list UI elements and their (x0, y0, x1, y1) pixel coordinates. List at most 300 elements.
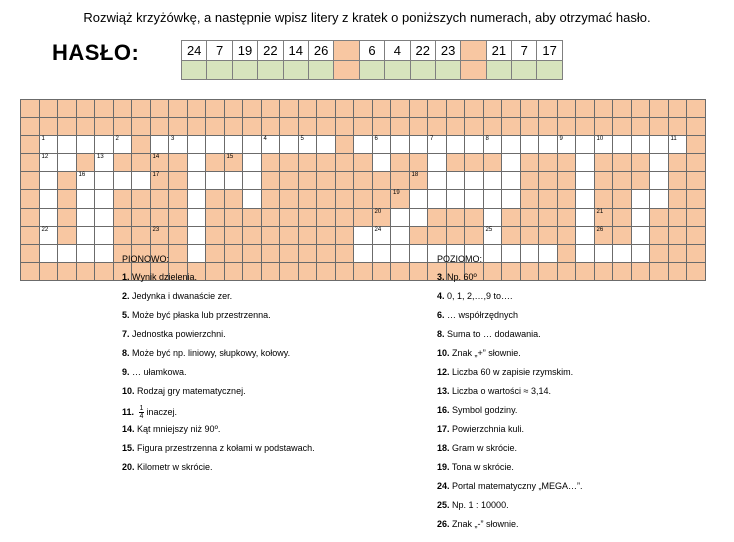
crossword-cell[interactable] (594, 136, 613, 154)
blocked-cell (335, 118, 354, 136)
clue-number: 13. (437, 386, 450, 396)
crossword-cell[interactable] (631, 190, 650, 208)
blocked-cell (354, 118, 373, 136)
crossword-cell[interactable] (576, 172, 595, 190)
crossword-cell[interactable] (650, 172, 669, 190)
cell-number: 4 (263, 136, 267, 143)
clue-item (437, 329, 727, 348)
blocked-cell (428, 100, 447, 118)
blocked-cell (317, 118, 336, 136)
blocked-cell (132, 136, 151, 154)
cell-number: 5 (300, 136, 304, 143)
blocked-cell (687, 100, 706, 118)
blocked-cell (391, 100, 410, 118)
blocked-cell (650, 100, 669, 118)
clue-text: Liczba 60 w zapisie rzymskim. (452, 367, 574, 377)
blocked-cell (594, 154, 613, 172)
cell-number: 25 (485, 226, 493, 233)
clue-item (122, 367, 402, 386)
blocked-cell (668, 172, 687, 190)
blocked-cell (58, 100, 77, 118)
crossword-cell[interactable] (243, 172, 262, 190)
blocked-cell (668, 154, 687, 172)
crossword-cell[interactable] (39, 208, 58, 226)
blocked-cell (613, 226, 632, 244)
blocked-cell (687, 208, 706, 226)
clue-number: 8. (122, 348, 130, 358)
password-answer-cell[interactable] (410, 61, 435, 80)
clue-number: 14. (122, 424, 135, 434)
blocked-cell (557, 172, 576, 190)
blocked-cell (687, 118, 706, 136)
crossword-cell[interactable] (76, 190, 95, 208)
password-answer-cell[interactable] (486, 61, 511, 80)
crossword-cell[interactable] (428, 154, 447, 172)
fraction-denominator: 4 (139, 413, 144, 420)
crossword-cell[interactable] (372, 226, 391, 244)
crossword-cell[interactable] (95, 244, 114, 262)
crossword-cell[interactable] (446, 136, 465, 154)
blocked-cell (280, 118, 299, 136)
blocked-cell (409, 118, 428, 136)
blocked-cell (21, 208, 40, 226)
blocked-cell (650, 226, 669, 244)
clue-item (122, 405, 402, 424)
clue-item (437, 424, 727, 443)
password-answer-cell[interactable] (258, 61, 283, 80)
cell-number: 16 (78, 172, 86, 179)
blocked-cell (557, 226, 576, 244)
clue-text: Suma to … dodawania. (447, 329, 541, 339)
crossword-cell[interactable] (465, 190, 484, 208)
blocked-cell (243, 226, 262, 244)
blocked-cell (446, 208, 465, 226)
crossword-cell[interactable] (465, 172, 484, 190)
crossword-cell[interactable] (39, 154, 58, 172)
clue-text: Znak „+” słownie. (452, 348, 521, 358)
clue-text: 0, 1, 2,…,9 to…. (447, 291, 513, 301)
password-number-cell: 23 (435, 41, 460, 61)
crossword-cell[interactable] (187, 154, 206, 172)
crossword-cell[interactable] (428, 190, 447, 208)
cell-number: 3 (171, 136, 175, 143)
blocked-cell (650, 208, 669, 226)
blocked-cell (169, 226, 188, 244)
horizontal-clues (437, 254, 727, 538)
blocked-cell (465, 226, 484, 244)
crossword-cell[interactable] (280, 136, 299, 154)
clue-number: 10. (122, 386, 135, 396)
clue-text: Portal matematyczny „MEGA…”. (452, 481, 583, 491)
crossword-cell[interactable] (409, 208, 428, 226)
crossword-cell[interactable] (576, 208, 595, 226)
crossword-cell[interactable] (576, 190, 595, 208)
crossword-cell[interactable] (39, 226, 58, 244)
blocked-cell (317, 190, 336, 208)
cell-number: 15 (226, 154, 234, 161)
crossword-cell[interactable] (58, 154, 77, 172)
crossword-cell[interactable] (631, 208, 650, 226)
password-number-cell: 7 (207, 41, 232, 61)
crossword-cell[interactable] (187, 136, 206, 154)
crossword-cell[interactable] (76, 244, 95, 262)
blocked-cell (372, 172, 391, 190)
clue-number: 9. (122, 367, 130, 377)
cell-number: 20 (374, 208, 382, 215)
clue-item (437, 272, 727, 291)
crossword-cell[interactable] (224, 136, 243, 154)
password-answer-cell[interactable] (283, 61, 308, 80)
crossword-cell[interactable] (502, 154, 521, 172)
blocked-cell (187, 100, 206, 118)
blocked-cell (113, 208, 132, 226)
blocked-cell (335, 100, 354, 118)
blocked-cell (150, 100, 169, 118)
crossword-cell[interactable] (39, 136, 58, 154)
password-answer-cell[interactable] (334, 61, 359, 80)
clue-number: 3. (437, 272, 445, 282)
blocked-cell (354, 208, 373, 226)
blocked-cell (539, 208, 558, 226)
crossword-cell[interactable] (113, 172, 132, 190)
blocked-cell (372, 118, 391, 136)
blocked-cell (446, 118, 465, 136)
blocked-cell (409, 226, 428, 244)
blocked-cell (335, 190, 354, 208)
crossword-cell[interactable] (576, 226, 595, 244)
clue-text: Wynik dzielenia. (132, 272, 197, 282)
grid-row (21, 136, 706, 154)
password-answer-cell[interactable] (232, 61, 257, 80)
blocked-cell (465, 208, 484, 226)
clue-item (122, 424, 402, 443)
blocked-cell (76, 262, 95, 280)
crossword-cell[interactable] (483, 172, 502, 190)
clue-item (437, 348, 727, 367)
blocked-cell (687, 190, 706, 208)
crossword-cell[interactable] (631, 226, 650, 244)
clue-item (437, 481, 727, 500)
blocked-cell (631, 172, 650, 190)
blocked-cell (169, 190, 188, 208)
password-answer-cell[interactable] (359, 61, 384, 80)
blocked-cell (243, 100, 262, 118)
crossword-cell[interactable] (95, 172, 114, 190)
blocked-cell (21, 262, 40, 280)
password-answer-cell[interactable] (182, 61, 207, 80)
blocked-cell (76, 100, 95, 118)
crossword-cell[interactable] (95, 208, 114, 226)
blocked-cell (520, 226, 539, 244)
clue-item (437, 443, 727, 462)
cell-number: 10 (596, 136, 604, 143)
crossword-cell[interactable] (243, 190, 262, 208)
cell-number: 8 (485, 136, 489, 143)
crossword-cell[interactable] (391, 226, 410, 244)
blocked-cell (428, 208, 447, 226)
blocked-cell (557, 208, 576, 226)
blocked-cell (539, 118, 558, 136)
blocked-cell (76, 154, 95, 172)
blocked-cell (465, 154, 484, 172)
crossword-cell[interactable] (58, 244, 77, 262)
blocked-cell (206, 190, 225, 208)
blocked-cell (39, 262, 58, 280)
clue-number: 26. (437, 519, 450, 529)
crossword-cell[interactable] (58, 136, 77, 154)
crossword-cell[interactable] (76, 136, 95, 154)
blocked-cell (150, 208, 169, 226)
cell-number: 24 (374, 226, 382, 233)
blocked-cell (298, 172, 317, 190)
blocked-cell (668, 118, 687, 136)
crossword-cell[interactable] (187, 172, 206, 190)
blocked-cell (261, 226, 280, 244)
blocked-cell (483, 100, 502, 118)
blocked-cell (298, 190, 317, 208)
crossword-cell[interactable] (95, 154, 114, 172)
crossword-cell[interactable] (76, 208, 95, 226)
crossword-cell[interactable] (483, 190, 502, 208)
crossword-cell[interactable] (243, 136, 262, 154)
blocked-cell (76, 118, 95, 136)
crossword-cell[interactable] (187, 190, 206, 208)
clue-number: 20. (122, 462, 135, 472)
crossword-cell[interactable] (224, 172, 243, 190)
crossword-cell[interactable] (39, 244, 58, 262)
blocked-cell (261, 100, 280, 118)
blocked-cell (391, 190, 410, 208)
crossword-cell[interactable] (650, 136, 669, 154)
crossword-cell[interactable] (576, 154, 595, 172)
crossword-cell[interactable] (206, 172, 225, 190)
blocked-cell (631, 154, 650, 172)
crossword-cell[interactable] (354, 226, 373, 244)
blocked-cell (520, 154, 539, 172)
password-number-cell: 24 (182, 41, 207, 61)
blocked-cell (21, 244, 40, 262)
blocked-cell (224, 118, 243, 136)
blocked-cell (224, 154, 243, 172)
crossword-cell[interactable] (187, 226, 206, 244)
fraction (139, 405, 145, 420)
crossword-cell[interactable] (95, 190, 114, 208)
crossword-cell[interactable] (576, 136, 595, 154)
password-answer-cell[interactable] (537, 61, 562, 80)
clue-item (437, 386, 727, 405)
password-number-cell: 14 (283, 41, 308, 61)
crossword-cell[interactable] (668, 136, 687, 154)
blocked-cell (465, 100, 484, 118)
blocked-cell (58, 190, 77, 208)
crossword-cell[interactable] (483, 208, 502, 226)
blocked-cell (58, 118, 77, 136)
crossword-cell[interactable] (557, 136, 576, 154)
clue-text: Np. 1 : 10000. (452, 500, 509, 510)
crossword-cell[interactable] (150, 136, 169, 154)
blocked-cell (576, 118, 595, 136)
blocked-cell (335, 172, 354, 190)
grid-row (21, 100, 706, 118)
cell-number: 12 (41, 154, 49, 161)
blocked-cell (206, 208, 225, 226)
blocked-cell (280, 154, 299, 172)
clue-number: 7. (122, 329, 130, 339)
crossword-cell[interactable] (465, 136, 484, 154)
blocked-cell (446, 226, 465, 244)
blocked-cell (520, 208, 539, 226)
crossword-cell[interactable] (409, 244, 428, 262)
crossword-cell[interactable] (76, 226, 95, 244)
blocked-cell (539, 100, 558, 118)
blocked-cell (261, 118, 280, 136)
clue-text: … współrzędnych (447, 310, 519, 320)
crossword-cell[interactable] (132, 172, 151, 190)
blocked-cell (557, 100, 576, 118)
crossword-cell[interactable] (409, 190, 428, 208)
clue-item (437, 405, 727, 424)
crossword-cell[interactable] (76, 172, 95, 190)
crossword-cell[interactable] (502, 172, 521, 190)
crossword-cell[interactable] (39, 172, 58, 190)
blocked-cell (113, 190, 132, 208)
blocked-cell (483, 118, 502, 136)
password-answer-cell[interactable] (435, 61, 460, 80)
crossword-cell[interactable] (409, 136, 428, 154)
clue-text: Powierzchnia kuli. (452, 424, 525, 434)
blocked-cell (206, 100, 225, 118)
clue-number: 18. (437, 443, 450, 453)
clue-text: Np. 60º (447, 272, 477, 282)
password-label: HASŁO: (52, 40, 140, 65)
crossword-cell[interactable] (483, 226, 502, 244)
clue-number: 2. (122, 291, 130, 301)
blocked-cell (428, 118, 447, 136)
crossword-cell[interactable] (354, 136, 373, 154)
blocked-cell (298, 100, 317, 118)
clue-text: Jednostka powierzchni. (132, 329, 226, 339)
blocked-cell (335, 154, 354, 172)
blocked-cell (132, 208, 151, 226)
cell-number: 7 (430, 136, 434, 143)
blocked-cell (372, 190, 391, 208)
cell-number: 1 (41, 136, 45, 143)
blocked-cell (409, 172, 428, 190)
password-number-cell: 26 (308, 41, 333, 61)
blocked-cell (21, 136, 40, 154)
blocked-cell (465, 118, 484, 136)
blocked-cell (58, 262, 77, 280)
clue-number: 25. (437, 500, 450, 510)
blocked-cell (631, 118, 650, 136)
clue-text: Liczba o wartości ≈ 3,14. (452, 386, 552, 396)
crossword-cell[interactable] (446, 190, 465, 208)
clue-text: Znak „-” słownie. (452, 519, 519, 529)
crossword-cell[interactable] (95, 226, 114, 244)
crossword-cell[interactable] (650, 190, 669, 208)
password-answer-cell[interactable] (207, 61, 232, 80)
crossword-cell[interactable] (95, 136, 114, 154)
crossword-cell[interactable] (39, 190, 58, 208)
blocked-cell (224, 208, 243, 226)
grid-row (21, 118, 706, 136)
blocked-cell (169, 118, 188, 136)
crossword-cell[interactable] (613, 136, 632, 154)
crossword-cell[interactable] (298, 136, 317, 154)
blocked-cell (169, 154, 188, 172)
clue-text: inaczej. (146, 406, 177, 417)
blocked-cell (298, 154, 317, 172)
crossword-cell[interactable] (261, 136, 280, 154)
crossword-cell[interactable] (483, 136, 502, 154)
password-number-cell (461, 41, 486, 61)
grid-row (21, 172, 706, 190)
blocked-cell (594, 172, 613, 190)
crossword-cell[interactable] (206, 136, 225, 154)
crossword-cell[interactable] (650, 154, 669, 172)
blocked-cell (113, 154, 132, 172)
password-answer-cell[interactable] (461, 61, 486, 80)
blocked-cell (39, 100, 58, 118)
crossword-cell[interactable] (520, 136, 539, 154)
blocked-cell (502, 100, 521, 118)
crossword-cell[interactable] (502, 136, 521, 154)
crossword-cell[interactable] (391, 208, 410, 226)
crossword-cell[interactable] (446, 172, 465, 190)
blocked-cell (169, 172, 188, 190)
blocked-cell (224, 190, 243, 208)
clue-number: 11. (122, 406, 135, 417)
blocked-cell (187, 118, 206, 136)
crossword-cell[interactable] (187, 208, 206, 226)
blocked-cell (317, 100, 336, 118)
clue-item (122, 443, 402, 462)
crossword-cell[interactable] (372, 136, 391, 154)
crossword-cell[interactable] (243, 154, 262, 172)
crossword-cell[interactable] (428, 136, 447, 154)
crossword-cell[interactable] (631, 136, 650, 154)
crossword-cell[interactable] (391, 136, 410, 154)
crossword-cell[interactable] (539, 136, 558, 154)
cell-number: 9 (559, 136, 563, 143)
password-answer-cell[interactable] (308, 61, 333, 80)
password-answer-cell[interactable] (512, 61, 537, 80)
blocked-cell (150, 190, 169, 208)
blocked-cell (520, 190, 539, 208)
crossword-cell[interactable] (113, 136, 132, 154)
blocked-cell (594, 118, 613, 136)
clue-number: 1. (122, 272, 130, 282)
clue-item (437, 519, 727, 538)
crossword-cell[interactable] (502, 190, 521, 208)
instruction-text: Rozwiąż krzyżówkę, a następnie wpisz litery z kratek o poniższych numerach, aby otrzymać hasło. (83, 10, 651, 25)
crossword-cell[interactable] (428, 172, 447, 190)
clue-text: Jedynka i dwanaście zer. (132, 291, 233, 301)
blocked-cell (335, 136, 354, 154)
crossword-cell[interactable] (169, 136, 188, 154)
cell-number: 17 (152, 172, 160, 179)
clue-text: Rodzaj gry matematycznej. (137, 386, 246, 396)
clue-number: 19. (437, 462, 450, 472)
blocked-cell (224, 100, 243, 118)
clue-text: Tona w skrócie. (451, 462, 514, 472)
password-answer-cell[interactable] (385, 61, 410, 80)
crossword-cell[interactable] (372, 154, 391, 172)
blocked-cell (206, 154, 225, 172)
crossword-cell[interactable] (317, 136, 336, 154)
blocked-cell (39, 118, 58, 136)
blocked-cell (150, 154, 169, 172)
